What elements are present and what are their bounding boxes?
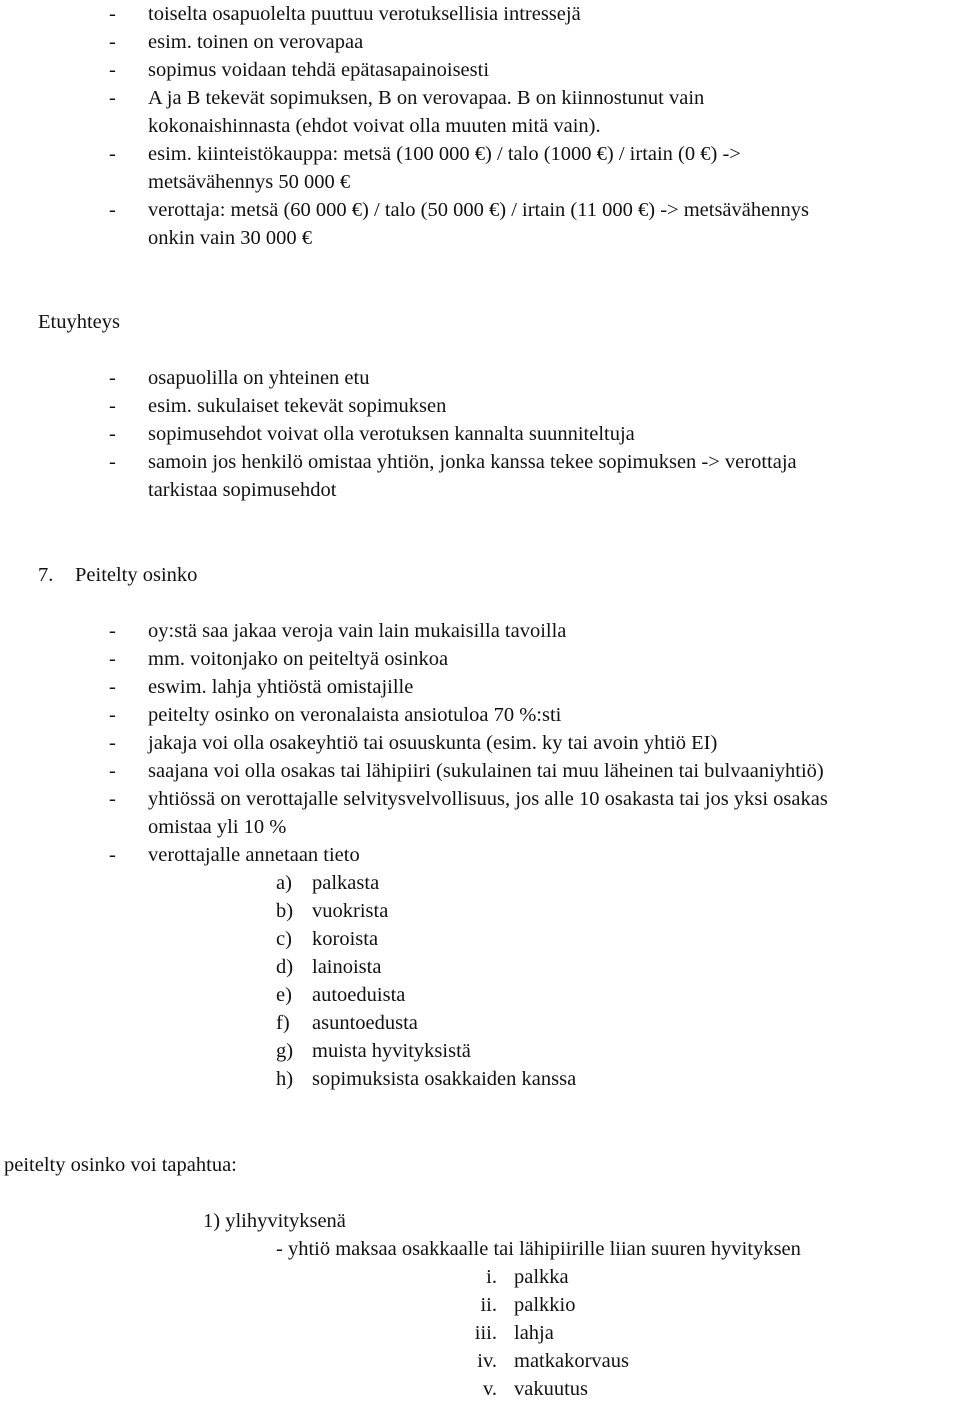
- section-heading: peitelty osinko voi tapahtua:: [4, 1154, 237, 1176]
- list-item-text-continued: metsävähennys 50 000 €: [148, 171, 351, 193]
- sublist-marker: c): [276, 928, 292, 950]
- bullet-dash: -: [109, 732, 116, 754]
- sublist-marker: f): [276, 1012, 290, 1034]
- list-item-text: esim. toinen on verovapaa: [148, 31, 364, 53]
- numbered-item-subtext: - yhtiö maksaa osakkaalle tai lähipiirille liian suuren hyvityksen: [276, 1238, 801, 1260]
- sublist-marker: d): [276, 956, 294, 978]
- list-item-text-continued: onkin vain 30 000 €: [148, 227, 312, 249]
- roman-marker: v.: [482, 1378, 497, 1400]
- roman-item: lahja: [514, 1322, 554, 1344]
- roman-marker: i.: [486, 1266, 497, 1288]
- bullet-dash: -: [109, 620, 116, 642]
- sublist-marker: g): [276, 1040, 294, 1062]
- list-item-text: oy:stä saa jakaa veroja vain lain mukaisilla tavoilla: [148, 620, 567, 642]
- sublist-marker: e): [276, 984, 292, 1006]
- sublist-item: vuokrista: [312, 900, 389, 922]
- bullet-dash: -: [109, 395, 116, 417]
- section-heading: Peitelty osinko: [75, 564, 198, 586]
- bullet-dash: -: [109, 143, 116, 165]
- list-item-text: verottaja: metsä (60 000 €) / talo (50 000 €) / irtain (11 000 €) -> metsävähennys: [148, 199, 809, 221]
- numbered-item: 1) ylihyvityksenä: [203, 1210, 346, 1232]
- list-item-text: esim. kiinteistökauppa: metsä (100 000 €) / talo (1000 €) / irtain (0 €) ->: [148, 143, 741, 165]
- bullet-dash: -: [109, 3, 116, 25]
- section-heading: Etuyhteys: [38, 311, 120, 333]
- list-item-text: esim. sukulaiset tekevät sopimuksen: [148, 395, 447, 417]
- section-number: 7.: [38, 564, 54, 586]
- roman-marker: iii.: [474, 1322, 497, 1344]
- list-item-text: jakaja voi olla osakeyhtiö tai osuuskunta (esim. ky tai avoin yhtiö EI): [148, 732, 718, 754]
- sublist-item: autoeduista: [312, 984, 406, 1006]
- sublist-item: asuntoedusta: [312, 1012, 418, 1034]
- bullet-dash: -: [109, 87, 116, 109]
- list-item-text-continued: kokonaishinnasta (ehdot voivat olla muuten mitä vain).: [148, 115, 601, 137]
- roman-item: vakuutus: [514, 1378, 589, 1400]
- list-item-text: sopimusehdot voivat olla verotuksen kannalta suunniteltuja: [148, 423, 635, 445]
- list-item-text: yhtiössä on verottajalle selvitysvelvollisuus, jos alle 10 osakasta tai jos yksi osakas: [148, 788, 828, 810]
- list-item-text: osapuolilla on yhteinen etu: [148, 367, 370, 389]
- bullet-dash: -: [109, 423, 116, 445]
- list-item-text: peitelty osinko on veronalaista ansiotuloa 70 %:sti: [148, 704, 562, 726]
- bullet-dash: -: [109, 648, 116, 670]
- list-item-text: A ja B tekevät sopimuksen, B on verovapaa. B on kiinnostunut vain: [148, 87, 705, 109]
- bullet-dash: -: [109, 367, 116, 389]
- list-item-text: mm. voitonjako on peiteltyä osinkoa: [148, 648, 449, 670]
- sublist-marker: h): [276, 1068, 294, 1090]
- list-item-text: saajana voi olla osakas tai lähipiiri (sukulainen tai muu läheinen tai bulvaaniyhtiö): [148, 760, 824, 782]
- roman-item: matkakorvaus: [514, 1350, 629, 1372]
- list-item-text-continued: omistaa yli 10 %: [148, 816, 287, 838]
- bullet-dash: -: [109, 451, 116, 473]
- sublist-item: palkasta: [312, 872, 380, 894]
- bullet-dash: -: [109, 844, 116, 866]
- roman-item: palkka: [514, 1266, 569, 1288]
- bullet-dash: -: [109, 199, 116, 221]
- roman-item: palkkio: [514, 1294, 576, 1316]
- sublist-item: muista hyvityksistä: [312, 1040, 471, 1062]
- list-item-text: eswim. lahja yhtiöstä omistajille: [148, 676, 414, 698]
- bullet-dash: -: [109, 676, 116, 698]
- sublist-marker: a): [276, 872, 292, 894]
- sublist-item: lainoista: [312, 956, 382, 978]
- roman-marker: ii.: [480, 1294, 497, 1316]
- list-item-text: toiselta osapuolelta puuttuu verotuksellisia intressejä: [148, 3, 581, 25]
- sublist-item: koroista: [312, 928, 379, 950]
- bullet-dash: -: [109, 59, 116, 81]
- bullet-dash: -: [109, 788, 116, 810]
- list-item-text-continued: tarkistaa sopimusehdot: [148, 479, 337, 501]
- list-item-text: samoin jos henkilö omistaa yhtiön, jonka kanssa tekee sopimuksen -> verottaja: [148, 451, 797, 473]
- roman-marker: iv.: [477, 1350, 497, 1372]
- bullet-dash: -: [109, 760, 116, 782]
- sublist-item: sopimuksista osakkaiden kanssa: [312, 1068, 577, 1090]
- bullet-dash: -: [109, 704, 116, 726]
- sublist-marker: b): [276, 900, 294, 922]
- list-item-text: sopimus voidaan tehdä epätasapainoisesti: [148, 59, 490, 81]
- list-item-text: verottajalle annetaan tieto: [148, 844, 360, 866]
- bullet-dash: -: [109, 31, 116, 53]
